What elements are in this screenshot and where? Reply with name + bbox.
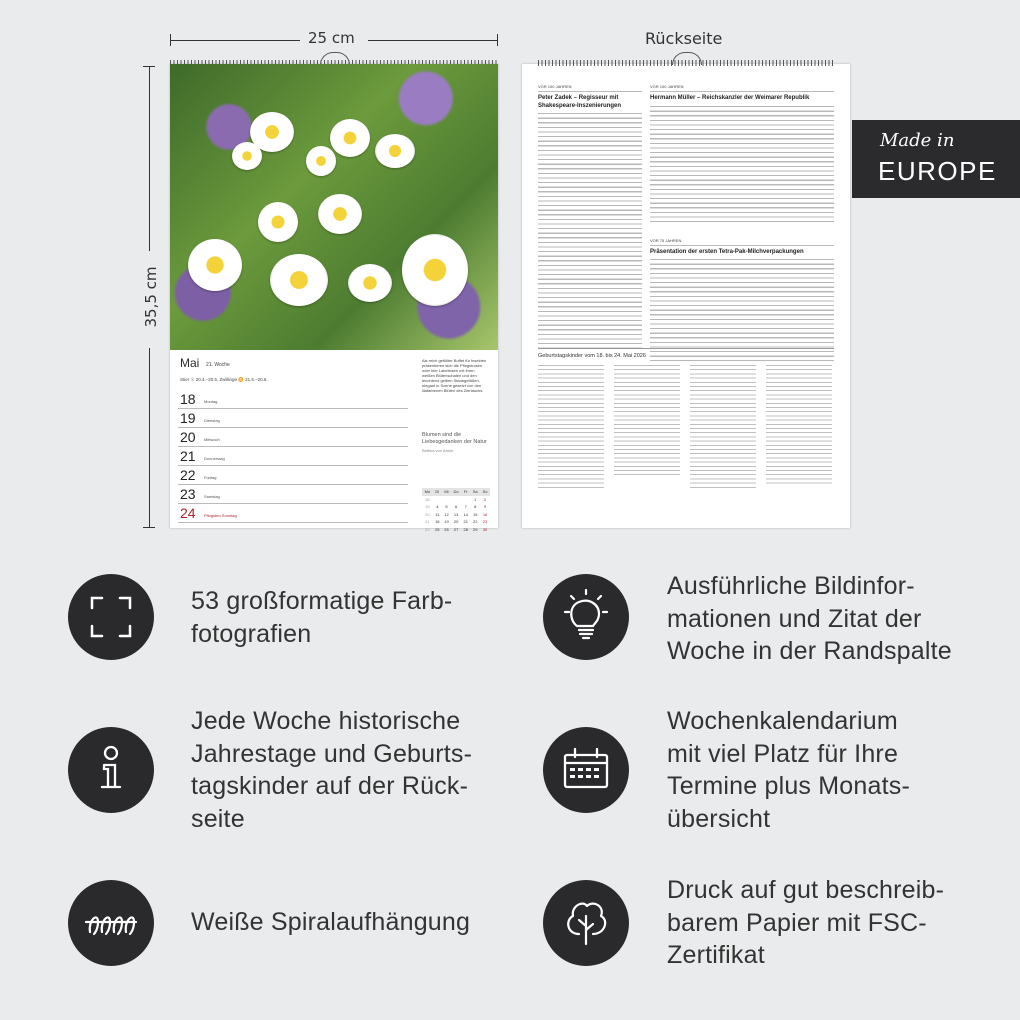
info-icon <box>68 727 154 813</box>
day-row[interactable] <box>178 504 408 523</box>
day-row[interactable] <box>178 447 408 466</box>
week-label: 21. Woche <box>206 362 230 368</box>
back-side-label: Rückseite <box>645 29 723 48</box>
mini-cal-cell <box>442 496 451 504</box>
mini-cal-cell: 5 <box>445 504 448 509</box>
mini-cal-cell: 2 <box>483 496 487 502</box>
mini-cal-cell: 29 <box>472 526 478 532</box>
mini-cal-cell: 23 <box>482 519 488 524</box>
mini-cal-cell <box>433 496 442 504</box>
mini-cal-header: Do <box>451 488 461 496</box>
mini-cal-cell: 13 <box>453 511 459 517</box>
mini-cal-cell: 6 <box>454 504 458 509</box>
mini-cal-cell: 15 <box>472 511 478 517</box>
mini-cal-header: Mi <box>442 488 451 496</box>
day-row[interactable] <box>178 466 408 485</box>
quote-caption: Blumen sind die Liebesgedanken der Natur <box>422 432 487 445</box>
calendar-back-page <box>522 64 850 528</box>
article-right <box>650 84 834 361</box>
day-number: 22 <box>180 467 196 483</box>
mini-cal-cell <box>461 496 470 504</box>
feature-text-history: Jede Woche historische Jahrestage und Geburts- tagskinder auf der Rück- seite <box>191 707 473 833</box>
mini-cal-cell: 25 <box>435 526 440 532</box>
mini-cal-cell: 1 <box>474 496 477 502</box>
day-name: Montag <box>204 399 218 404</box>
mini-cal-cell: 22 <box>425 526 430 532</box>
article-body <box>650 259 834 361</box>
quote-author: Bettina von Arnim <box>422 448 454 453</box>
mini-cal-cell: 9 <box>483 504 487 509</box>
day-name: Mittwoch <box>204 437 220 442</box>
mini-cal-cell: 30 <box>482 526 488 532</box>
day-name: Dienstag <box>204 418 220 423</box>
article-tag: VOR 100 JAHREN <box>538 84 642 92</box>
feature-text-photos: 53 großformatige Farb- fotografien <box>191 587 453 648</box>
width-label: 25 cm <box>308 29 355 47</box>
feature-text-calendar: Wochenkalendarium mit viel Platz für Ihre Termine plus Monats- übersicht <box>667 707 910 833</box>
day-number: 21 <box>180 448 196 464</box>
zodiac-info: Stier ☉ 20.4.–20.5. Zwillinge ♊ 21.5.–20.6. <box>180 377 268 382</box>
article-tag: VOR 75 JAHREN <box>650 238 834 246</box>
day-name: Samstag <box>204 494 220 499</box>
width-dimension <box>170 28 498 50</box>
height-label: 35,5 cm <box>142 266 160 328</box>
day-number: 23 <box>180 486 196 502</box>
side-note: Als reich gefüllter Buffet für Insekten präsentieren sich die Pfingstrosen oder hier Lakeleisen mit ihren weißen Blütenschalen und den leuchtend gelben Staubgefäßen, elegant in Szene gesetzt von den lilafarbenen Blüten des Zierlauchs. <box>422 358 487 393</box>
day-row[interactable] <box>178 485 408 504</box>
day-number: 24 <box>180 505 196 521</box>
birthday-section <box>538 348 834 495</box>
mini-cal-cell: 26 <box>444 526 449 532</box>
mini-cal-cell: 20 <box>425 511 430 517</box>
mini-cal-cell: 27 <box>453 526 459 532</box>
article-left <box>538 84 642 349</box>
mini-cal-cell: 28 <box>463 526 468 532</box>
article-tag: VOR 100 JAHREN <box>650 84 834 92</box>
mini-cal-header: So <box>480 488 490 496</box>
day-row[interactable] <box>178 428 408 447</box>
day-number: 20 <box>180 429 196 445</box>
mini-cal-cell: 11 <box>435 511 440 517</box>
made-in-europe-badge <box>852 120 1020 198</box>
day-row[interactable] <box>178 409 408 428</box>
mini-cal-cell: 20 <box>453 519 459 524</box>
feature-icon-circle <box>543 574 629 660</box>
feature-icon-circle <box>543 880 629 966</box>
day-number: 19 <box>180 410 196 426</box>
calendar-icon <box>543 727 629 813</box>
day-name: Freitag <box>204 475 217 480</box>
month-title: Mai <box>180 356 200 370</box>
article-body <box>538 113 642 349</box>
badge-line-2: EUROPE <box>878 156 997 186</box>
mini-cal-cell: 4 <box>436 504 439 509</box>
feature-text-spiral: Weiße Spiralaufhängung <box>191 908 471 936</box>
mini-cal-cell: 19 <box>444 519 449 524</box>
mini-cal-cell: 21 <box>425 519 430 524</box>
article-body <box>650 106 834 222</box>
article-headline: Peter Zadek – Regisseur mit Shakespeare-Inszenierungen <box>538 95 622 109</box>
article-headline: Präsentation der ersten Tetra-Pak-Milchverpackungen <box>650 248 804 255</box>
peony-photo <box>170 64 498 350</box>
tree-icon <box>543 880 629 966</box>
day-number: 18 <box>180 391 196 407</box>
article-headline: Hermann Müller – Reichskanzler der Weimarer Republik <box>650 95 810 101</box>
day-name: Pfingsten Sonntag <box>204 513 237 518</box>
feature-icon-circle <box>543 727 629 813</box>
hanger-hook <box>672 52 702 65</box>
mini-cal-cell: 18 <box>435 519 440 524</box>
feature-text-paper: Druck auf gut beschreib- barem Papier mit FSC- Zertifikat <box>667 876 945 969</box>
feature-icon-circle <box>68 880 154 966</box>
mini-cal-cell: 7 <box>464 504 467 509</box>
day-name: Donnerstag <box>204 456 225 461</box>
mini-cal-cell: 18 <box>425 496 430 502</box>
mini-cal-cell: 12 <box>444 511 449 517</box>
spiral-icon <box>68 880 154 966</box>
feature-icon-circle <box>68 727 154 813</box>
mini-cal-cell: 22 <box>472 519 478 524</box>
mini-cal-cell <box>451 496 461 504</box>
mini-cal-header: Fr <box>461 488 470 496</box>
birthday-title: Geburtstagskinder vom 18. bis 24. Mai 2026 <box>538 353 646 359</box>
mini-cal-cell: 19 <box>425 504 430 509</box>
mini-cal-cell: 16 <box>482 511 488 517</box>
badge-line-1: Made in <box>880 130 955 151</box>
height-dimension <box>138 66 160 528</box>
day-row[interactable] <box>178 390 408 409</box>
lightbulb-icon <box>543 574 629 660</box>
mini-cal-header: Sa <box>470 488 480 496</box>
mini-cal-cell: 14 <box>463 511 468 517</box>
calendar-front-page <box>170 64 498 532</box>
mini-cal-cell: 8 <box>474 504 477 509</box>
mini-cal-header: Mo <box>422 488 433 496</box>
feature-icon-circle <box>68 574 154 660</box>
mini-cal-header: Di <box>433 488 442 496</box>
feature-text-info: Ausführliche Bildinfor- mationen und Zitat der Woche in der Randspalte <box>667 572 952 665</box>
expand-frame-icon <box>68 574 154 660</box>
mini-cal-cell: 21 <box>463 519 468 524</box>
mini-month-calendar <box>422 488 490 533</box>
